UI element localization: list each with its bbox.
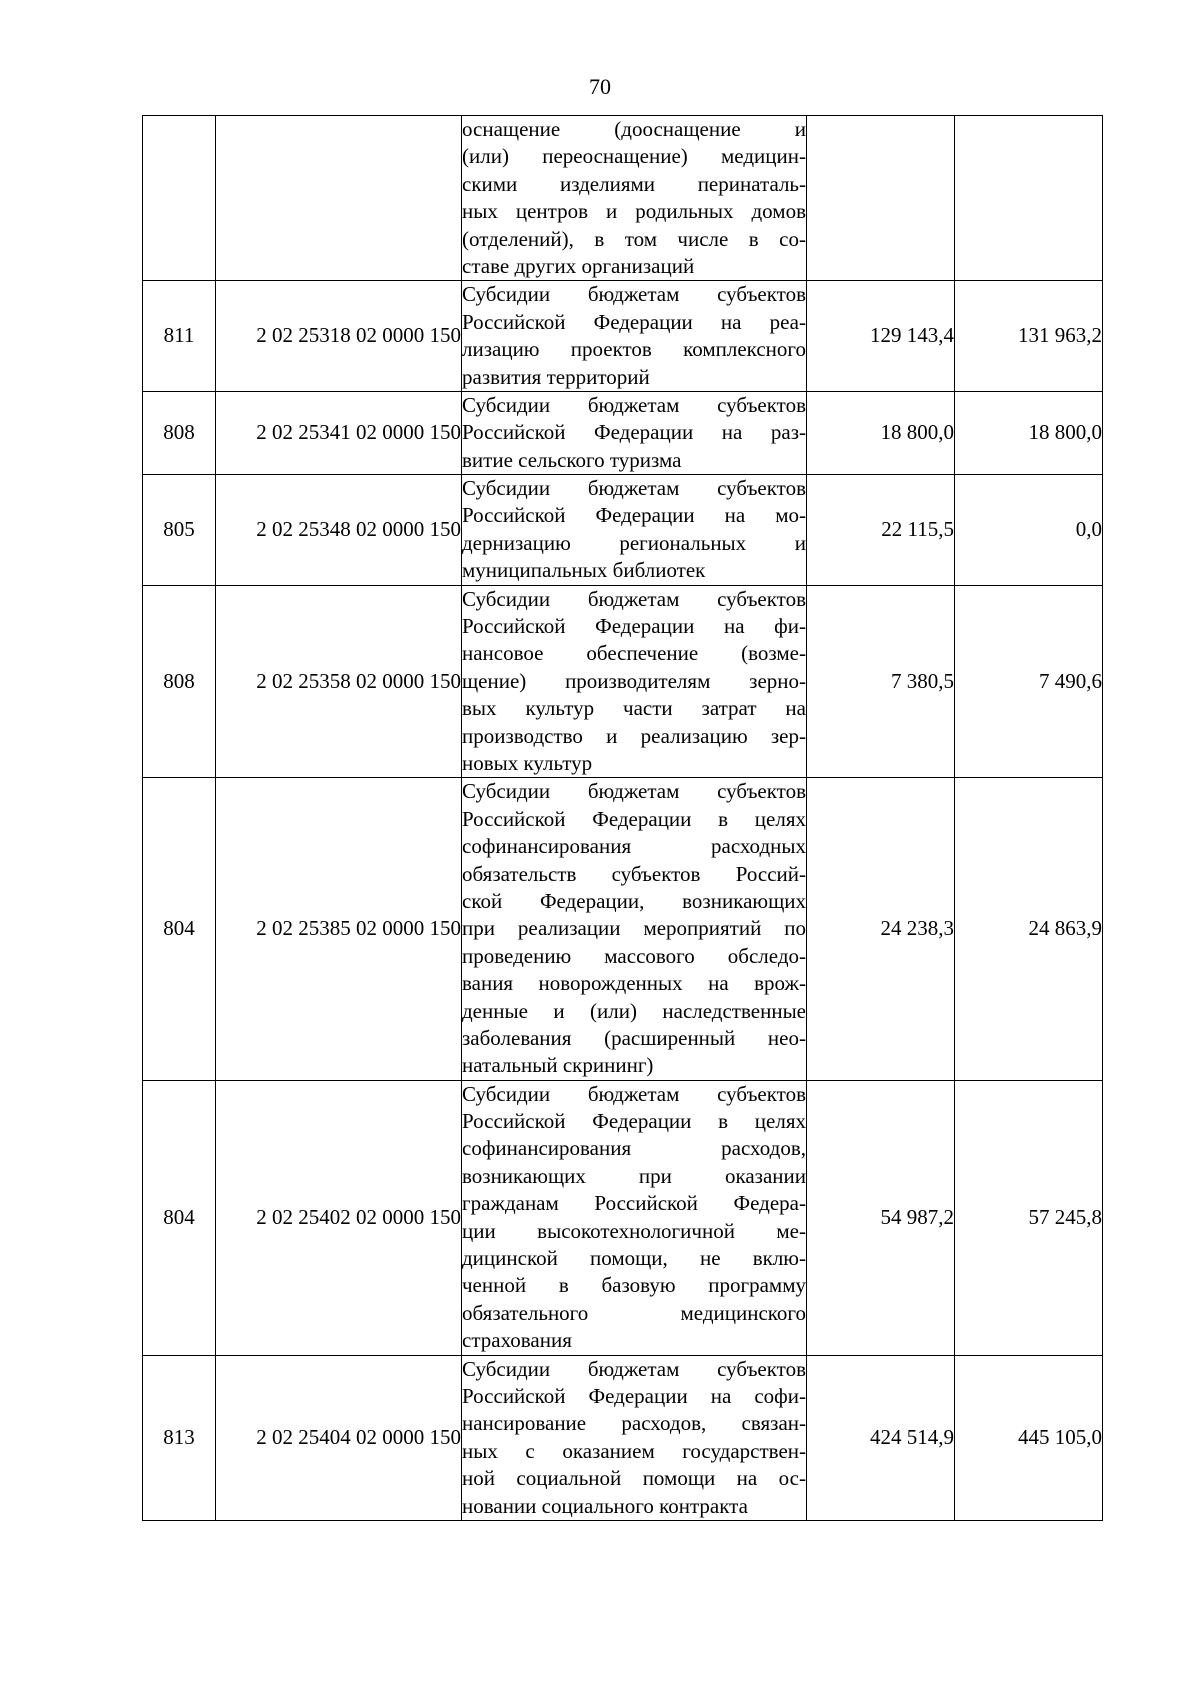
amount-year-1-cell	[807, 116, 955, 281]
amount-year-2-cell: 24 863,9	[955, 778, 1103, 1080]
page-number: 70	[589, 74, 611, 99]
table-row	[143, 1355, 1103, 1520]
revenue-name-cell	[462, 1355, 807, 1520]
revenue-name-line: Субсидии бюджетам субъектов	[462, 392, 806, 417]
revenue-name-line: ции высокотехнологичной ме-	[462, 1218, 806, 1243]
revenue-name-line: возникающих при оказании	[462, 1163, 806, 1188]
revenue-name-line: Субсидии бюджетам субъектов	[462, 282, 806, 307]
revenue-name-line: ченной в базовую программу	[462, 1273, 806, 1298]
table-row	[143, 778, 1103, 1080]
amount-year-1-cell: 424 514,9	[807, 1355, 955, 1520]
table-row	[143, 1080, 1103, 1355]
revenue-name-line: Субсидии бюджетам субъектов	[462, 779, 806, 804]
revenue-name-line: натальный скрининг)	[462, 1053, 654, 1078]
revenue-name-line: скими изделиями перинаталь-	[462, 171, 806, 196]
revenue-name-cell	[462, 585, 807, 778]
budget-classification-code-cell: 2 02 25348 02 0000 150	[216, 475, 462, 586]
revenue-name-line: новании социального контракта	[462, 1493, 748, 1518]
admin-code-cell	[143, 116, 216, 281]
table-row	[143, 391, 1103, 474]
revenue-name-line: дицинской помощи, не вклю-	[462, 1246, 806, 1271]
admin-code-cell: 805	[143, 475, 216, 586]
revenue-name-line: вых культур части затрат на	[462, 696, 806, 721]
revenue-name-line: Субсидии бюджетам субъектов	[462, 476, 806, 501]
revenue-name-line: дернизацию региональных и	[462, 530, 806, 555]
revenue-name-line: гражданам Российской Федера-	[462, 1191, 806, 1216]
revenue-name-line: нансирование расходов, связан-	[462, 1411, 806, 1436]
revenue-name-line: Российской Федерации в целях	[462, 806, 806, 831]
revenue-name-line: (отделений), в том числе в со-	[462, 226, 806, 251]
amount-year-2-cell: 445 105,0	[955, 1355, 1103, 1520]
table-row	[143, 281, 1103, 392]
revenue-name-line: обязательного медицинского	[462, 1300, 806, 1325]
revenue-name-cell	[462, 281, 807, 392]
revenue-name-cell	[462, 475, 807, 586]
revenue-name-line: нансовое обеспечение (возме-	[462, 641, 806, 666]
admin-code-cell: 813	[143, 1355, 216, 1520]
table-row	[143, 116, 1103, 281]
revenue-name-line: щение) производителям зерно-	[462, 668, 806, 693]
revenue-name-line: при реализации мероприятий по	[462, 916, 806, 941]
budget-classification-code-cell	[216, 116, 462, 281]
budget-classification-code-cell: 2 02 25318 02 0000 150	[216, 281, 462, 392]
revenue-name-line: ных центров и родильных домов	[462, 199, 806, 224]
revenue-name-line: развития территорий	[462, 364, 650, 389]
revenue-name-line: Российской Федерации в целях	[462, 1109, 806, 1134]
amount-year-1-cell: 54 987,2	[807, 1080, 955, 1355]
table-row	[143, 585, 1103, 778]
revenue-name-line: Российской Федерации на фи-	[462, 614, 806, 639]
budget-classification-code-cell: 2 02 25358 02 0000 150	[216, 585, 462, 778]
revenue-name-line: софинансирования расходов,	[462, 1136, 806, 1161]
revenue-name-line: вания новорожденных на врож-	[462, 971, 806, 996]
revenue-name-line: оснащение (дооснащение и	[462, 117, 806, 141]
amount-year-1-cell: 18 800,0	[807, 391, 955, 474]
admin-code-cell: 808	[143, 585, 216, 778]
revenue-name-line: заболевания (расширенный нео-	[462, 1025, 806, 1050]
amount-year-2-cell: 18 800,0	[955, 391, 1103, 474]
revenue-name-line: ной социальной помощи на ос-	[462, 1466, 806, 1491]
revenue-name-line: проведению массового обследо-	[462, 943, 806, 968]
admin-code-cell: 811	[143, 281, 216, 392]
budget-table-body	[143, 116, 1103, 1521]
revenue-name-line: лизацию проектов комплексного	[462, 337, 806, 362]
revenue-name-line: муниципальных библиотек	[462, 558, 706, 583]
budget-classification-code-cell: 2 02 25385 02 0000 150	[216, 778, 462, 1080]
revenue-name-line: Российской Федерации на реа-	[462, 309, 806, 334]
budget-classification-code-cell: 2 02 25402 02 0000 150	[216, 1080, 462, 1355]
amount-year-1-cell: 24 238,3	[807, 778, 955, 1080]
revenue-name-line: обязательств субъектов Россий-	[462, 861, 806, 886]
admin-code-cell: 804	[143, 778, 216, 1080]
revenue-name-cell	[462, 1080, 807, 1355]
amount-year-2-cell: 0,0	[955, 475, 1103, 586]
revenue-name-line: (или) переоснащение) медицин-	[462, 144, 806, 169]
revenue-name-cell	[462, 391, 807, 474]
revenue-name-line: Субсидии бюджетам субъектов	[462, 1081, 806, 1106]
revenue-name-line: Субсидии бюджетам субъектов	[462, 586, 806, 611]
budget-classification-code-cell: 2 02 25341 02 0000 150	[216, 391, 462, 474]
amount-year-2-cell: 57 245,8	[955, 1080, 1103, 1355]
admin-code-cell: 808	[143, 391, 216, 474]
revenue-name-line: ской Федерации, возникающих	[462, 888, 806, 913]
revenue-name-line: софинансирования расходных	[462, 834, 806, 859]
revenue-name-line: производство и реализацию зер-	[462, 723, 806, 748]
amount-year-1-cell: 129 143,4	[807, 281, 955, 392]
revenue-name-line: Субсидии бюджетам субъектов	[462, 1356, 806, 1381]
amount-year-2-cell: 7 490,6	[955, 585, 1103, 778]
amount-year-2-cell	[955, 116, 1103, 281]
revenue-name-line: Российской Федерации на софи-	[462, 1383, 806, 1408]
budget-table	[142, 115, 1103, 1521]
revenue-name-line: витие сельского туризма	[462, 447, 682, 472]
revenue-name-cell	[462, 116, 807, 281]
amount-year-1-cell: 22 115,5	[807, 475, 955, 586]
revenue-name-line: ных с оказанием государствен-	[462, 1438, 806, 1463]
revenue-name-line: Российской Федерации на раз-	[462, 420, 806, 445]
admin-code-cell: 804	[143, 1080, 216, 1355]
revenue-name-line: ставе других организаций	[462, 253, 695, 278]
revenue-name-line: страхования	[462, 1328, 572, 1353]
revenue-name-line: денные и (или) наследственные	[462, 998, 806, 1023]
amount-year-2-cell: 131 963,2	[955, 281, 1103, 392]
budget-classification-code-cell: 2 02 25404 02 0000 150	[216, 1355, 462, 1520]
revenue-name-line: Российской Федерации на мо-	[462, 503, 806, 528]
amount-year-1-cell: 7 380,5	[807, 585, 955, 778]
revenue-name-cell	[462, 778, 807, 1080]
table-row	[143, 475, 1103, 586]
revenue-name-line: новых культур	[462, 750, 593, 775]
